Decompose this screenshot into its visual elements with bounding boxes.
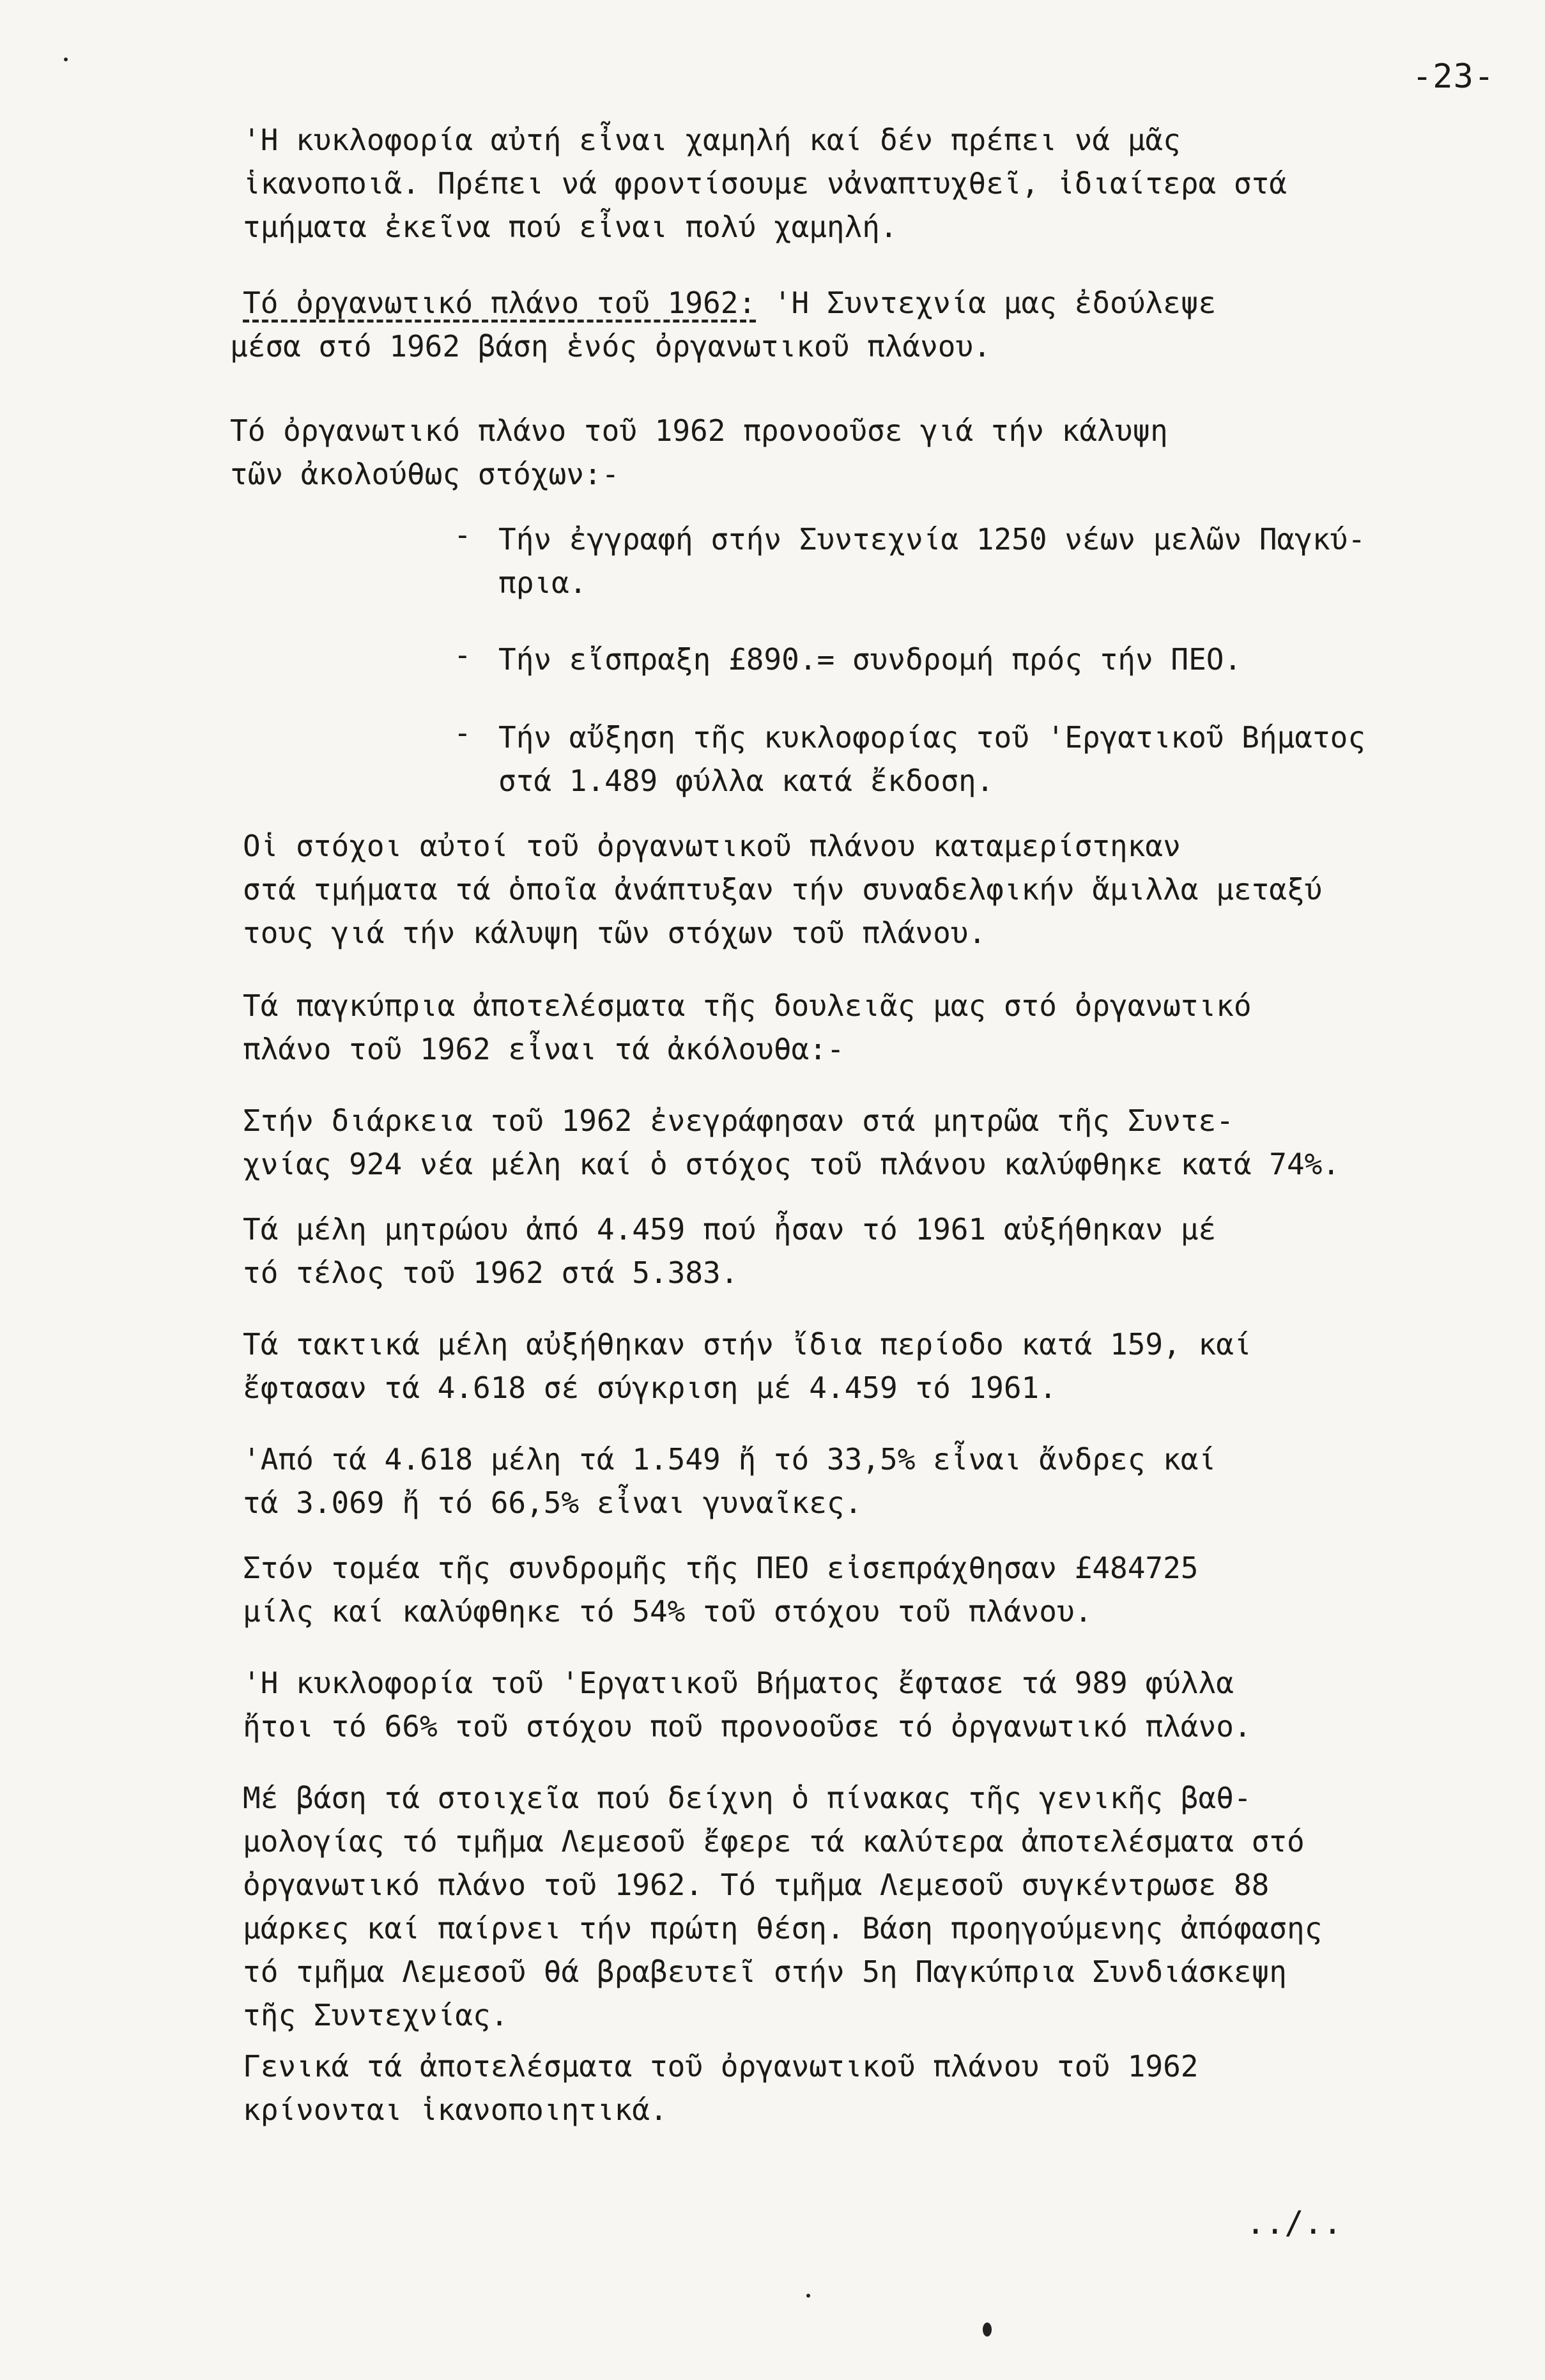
paragraph-registered-members: Τά μέλη μητρώου ἀπό 4.459 πού ἦσαν τό 1961 αὐξήθηκαν μέ τό τέλος τοῦ 1962 στά 5.383. bbox=[243, 1212, 1217, 1290]
paragraph-limassol-ranking: Μέ βάση τά στοιχεῖα πού δείχνη ὁ πίνακας τῆς γενικῆς βαθ- μολογίας τό τμῆμα Λεμεσοῦ ἔφερε τά καλύτερα ἀποτελέσματα στό ὀργανωτικό πλάνο τοῦ 1962. Τό τμῆμα Λεμεσοῦ συγκέντρωσε 88 μάρκες καί παίρνει τήν πρώτη θέση. Βάση προηγούμενης ἀπόφασης τό τμῆμα Λεμεσοῦ θά βραβευτεῖ στήν 5η Παγκύπρια Συνδιάσκεψη τῆς Συντεχνίας. bbox=[243, 1781, 1323, 2032]
paragraph-plan-intro bbox=[243, 281, 1489, 325]
paragraph-targets-distributed: Οἱ στόχοι αὐτοί τοῦ ὀργανωτικοῦ πλάνου καταμερίστηκαν στά τμήματα τά ὁποῖα ἀνάπτυξαν τήν συναδελφικήν ἅμιλλα μεταξύ τους γιά τήν κάλυψη τῶν στόχων τοῦ πλάνου. bbox=[243, 829, 1323, 950]
target-item-circulation: Τήν αὔξηση τῆς κυκλοφορίας τοῦ 'Εργατικοῦ Βήματος στά 1.489 φύλλα κατά ἔκδοση. bbox=[498, 720, 1366, 798]
paragraph-plan-targets: Τό ὀργανωτικό πλάνο τοῦ 1962 προνοοῦσε γιά τήν κάλυψη τῶν ἀκολούθως στόχων:- bbox=[230, 413, 1168, 491]
paragraph-subscription-results: Στόν τομέα τῆς συνδρομῆς τῆς ΠΕΟ εἰσεπράχθησαν £484725 μίλς καί καλύφθηκε τό 54% τοῦ στόχου τοῦ πλάνου. bbox=[243, 1551, 1199, 1629]
ink-speck bbox=[64, 58, 68, 61]
page-number: -23- bbox=[1412, 58, 1495, 96]
paragraph-regular-members: Τά τακτικά μέλη αὐξήθηκαν στήν ἴδια περίοδο κατά 159, καί ἔφτασαν τά 4.618 σέ σύγκριση μέ 4.459 τό 1961. bbox=[243, 1327, 1252, 1405]
paragraph-new-members: Στήν διάρκεια τοῦ 1962 ἐνεγράφησαν στά μητρῶα τῆς Συντε- χνίας 924 νέα μέλη καί ὁ στόχος τοῦ πλάνου καλύφθηκε κατά 74%. bbox=[243, 1103, 1341, 1181]
heading-continuation: 'Η Συντεχνία μας ἐδούλεψε bbox=[756, 286, 1217, 320]
ink-speck bbox=[983, 2322, 992, 2337]
item-dash-2: - bbox=[454, 638, 472, 672]
paragraph-circulation-results: 'Η κυκλοφορία τοῦ 'Εργατικοῦ Βήματος ἔφτασε τά 989 φύλλα ἤτοι τό 66% τοῦ στόχου ποῦ προνοοῦσε τό ὀργανωτικό πλάνο. bbox=[243, 1666, 1252, 1744]
ink-speck bbox=[806, 2294, 810, 2298]
paragraph-circulation: 'Η κυκλοφορία αὐτή εἶναι χαμηλή καί δέν πρέπει νά μᾶς ἱκανοποιᾶ. Πρέπει νά φροντίσουμε νἀναπτυχθεῖ, ἰδιαίτερα στά τμήματα ἐκεῖνα πού εἶναι πολύ χαμηλή. bbox=[243, 123, 1287, 244]
paragraph-plan-intro-line2: μέσα στό 1962 βάση ἑνός ὀργανωτικοῦ πλάνου. bbox=[230, 329, 991, 364]
paragraph-gender-split: 'Από τά 4.618 μέλη τά 1.549 ἤ τό 33,5% εἶναι ἄνδρες καί τά 3.069 ἤ τό 66,5% εἶναι γυναῖκες. bbox=[243, 1442, 1217, 1520]
paragraph-conclusion: Γενικά τά ἀποτελέσματα τοῦ ὀργανωτικοῦ πλάνου τοῦ 1962 κρίνονται ἱκανοποιητικά. bbox=[243, 2049, 1199, 2127]
paragraph-results-intro: Τά παγκύπρια ἀποτελέσματα τῆς δουλειᾶς μας στό ὀργανωτικό πλάνο τοῦ 1962 εἶναι τά ἀκόλουθα:- bbox=[243, 988, 1252, 1066]
continuation-mark: ../.. bbox=[1246, 2204, 1342, 2241]
target-item-subscription: Τήν εἴσπραξη £890.= συνδρομή πρός τήν ΠΕΟ. bbox=[498, 642, 1242, 677]
item-dash-1: - bbox=[454, 518, 472, 552]
section-heading: Τό ὀργανωτικό πλάνο τοῦ 1962: bbox=[243, 286, 757, 320]
item-dash-3: - bbox=[454, 716, 472, 750]
target-item-members: Τήν ἐγγραφή στήν Συντεχνία 1250 νέων μελῶν Παγκύ- πρια. bbox=[498, 522, 1366, 600]
